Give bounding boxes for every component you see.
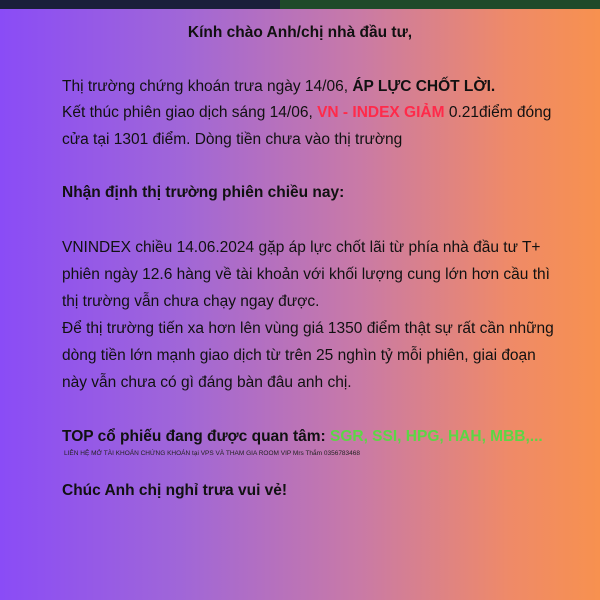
contact-note: LIÊN HỆ MỞ TÀI KHOẢN CHỨNG KHOÁN tại VPS VÀ THAM GIA ROOM VIP Mrs Thắm 0356783468: [64, 450, 361, 457]
analysis-line: VNINDEX chiều 14.06.2024 gặp áp lực chốt lãi từ phía nhà đầu tư T+: [62, 239, 541, 256]
greeting: Kính chào Anh/chị nhà đầu tư,: [187, 24, 413, 41]
analysis-line: phiên ngày 12.6 hàng về tài khoản với khối lượng cung lớn hơn cầu thì: [62, 266, 550, 283]
analysis-line: này vẫn chưa có gì đáng bàn đâu anh chị.: [62, 374, 352, 391]
summary-line-1: [62, 104, 551, 122]
top-stocks-label: TOP cổ phiếu đang được quan tâm:: [62, 428, 330, 445]
top-stocks-list: SGR, SSI, HPG, HAH, MBB,...: [329, 428, 543, 445]
analysis-line: thị trường vẫn chưa chạy ngay được.: [62, 293, 320, 310]
intro-line: [62, 78, 495, 96]
intro-prefix: Thị trường chứng khoán trưa ngày 14/06,: [62, 78, 353, 95]
section-heading: Nhận định thị trường phiên chiều nay:: [62, 184, 345, 201]
summary-line-2: cửa tại 1301 điểm. Dòng tiền chưa vào thị trường: [62, 131, 403, 148]
summary-suffix: 0.21điểm đóng: [444, 104, 552, 121]
closing-message: Chúc Anh chị nghỉ trưa vui vẻ!: [62, 482, 288, 499]
top-stocks-line: [62, 428, 543, 446]
summary-prefix: Kết thúc phiên giao dịch sáng 14/06,: [62, 104, 318, 121]
analysis-line: Để thị trường tiến xa hơn lên vùng giá 1350 điểm thật sự rất cần những: [62, 320, 554, 337]
intro-headline: ÁP LỰC CHỐT LỜI.: [352, 78, 496, 95]
analysis-line: dòng tiền lớn mạnh giao dịch từ trên 25 nghìn tỷ mỗi phiên, giai đoạn: [62, 347, 536, 364]
index-change-label: VN - INDEX GIẢM: [317, 104, 445, 121]
